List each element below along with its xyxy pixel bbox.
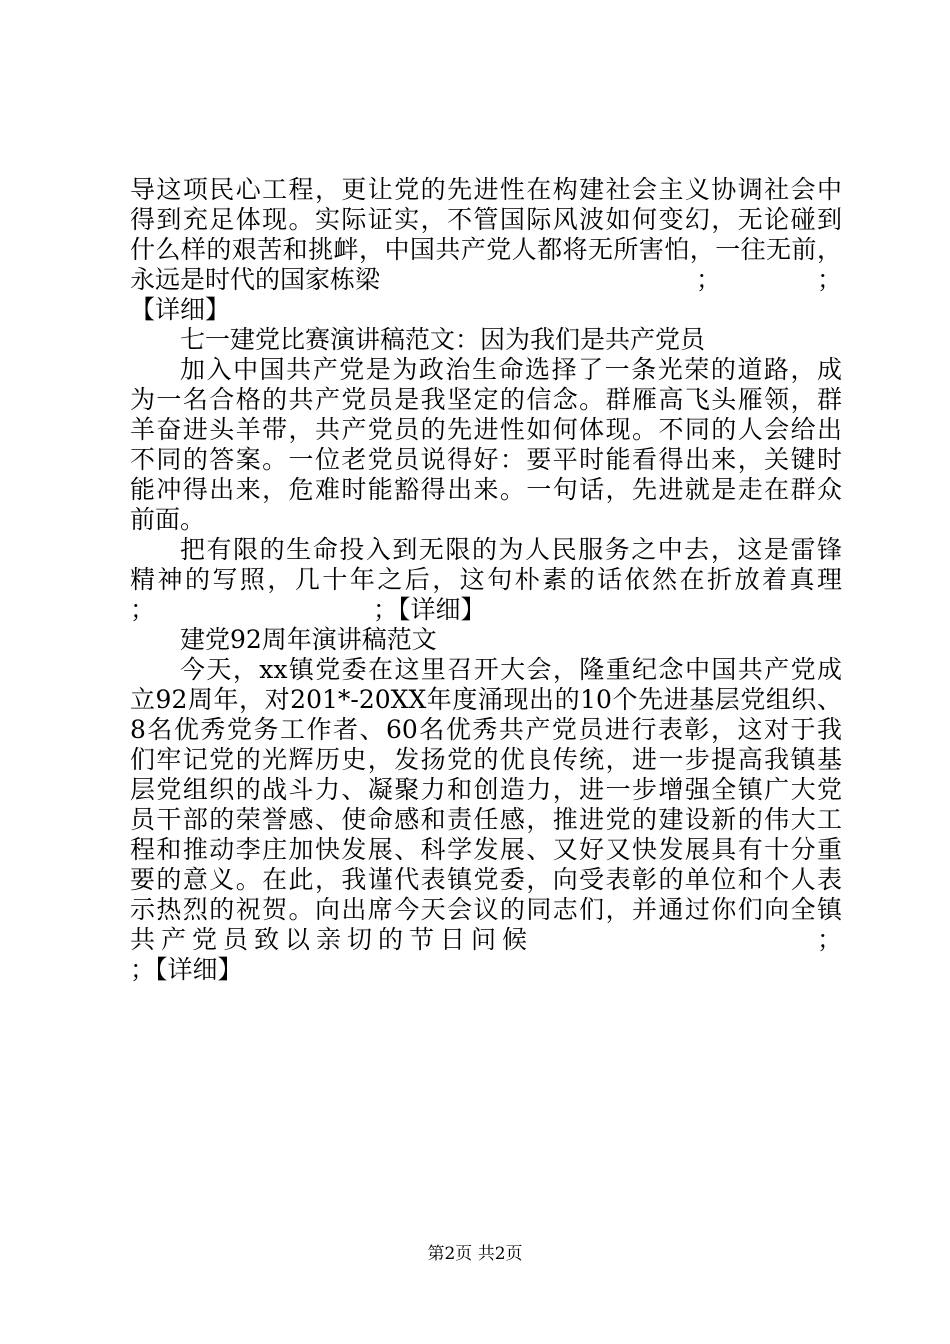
text-line: 导这项民心工程，更让党的先进性在构建社会主义协调社会中 [130, 175, 842, 204]
text-line: 加入中国共产党是为政治生命选择了一条光荣的道路，成 [180, 355, 842, 384]
text-line [130, 265, 842, 295]
text-line: 要的意义。在此，我谨代表镇党委，向受表彰的单位和个人表 [130, 865, 842, 894]
text-line: 精神的写照，几十年之后，这句朴素的话依然在折放着真理 [130, 565, 842, 594]
detail-link[interactable]: 【详细】 [130, 295, 231, 324]
text-line: 能冲得出来，危难时能豁得出来。一句话，先进就是走在群众 [130, 475, 842, 504]
text-line [130, 925, 842, 955]
text-line [130, 595, 842, 625]
semicolon-mark: ； [816, 265, 842, 294]
text-line: 程和推动李庄加快发展、科学发展、又好又快发展具有十分重 [130, 835, 842, 864]
page-number: 第2页 共2页 [427, 1244, 523, 1264]
text-line: 为一名合格的共产党员是我坚定的信念。群雁高飞头雁领，群 [130, 385, 842, 414]
document-body [130, 175, 842, 985]
semicolon-mark: ； [130, 595, 156, 624]
text-line: 把有限的生命投入到无限的为人民服务之中去，这是雷锋 [180, 535, 842, 564]
section-heading: 七一建党比赛演讲稿范文：因为我们是共产党员 [180, 325, 706, 354]
text-line: 今天，xx镇党委在这里召开大会，隆重纪念中国共产党成 [180, 655, 842, 684]
text-line: 立92周年，对201*-20XX年度涌现出的10个先进基层党组织、 [130, 685, 842, 714]
semicolon-mark: ； [695, 265, 721, 294]
detail-link[interactable]: ；【详细】 [130, 955, 243, 984]
text-fragment: 共产党员致以亲切的节日问候 [130, 925, 534, 954]
text-line: 什么样的艰苦和挑衅，中国共产党人都将无所害怕，一往无前， [130, 235, 842, 264]
section-heading: 建党92周年演讲稿范文 [180, 625, 437, 654]
text-line: 得到充足体现。实际证实，不管国际风波如何变幻，无论碰到 [130, 205, 842, 234]
text-line: 员干部的荣誉感、使命感和责任感，推进党的建设新的伟大工 [130, 805, 842, 834]
text-line: 们牢记党的光辉历史，发扬党的优良传统，进一步提高我镇基 [130, 745, 842, 774]
text-line: 8名优秀党务工作者、60名优秀共产党员进行表彰，这对于我 [130, 715, 842, 744]
text-line: 不同的答案。一位老党员说得好：要平时能看得出来，关键时 [130, 445, 842, 474]
semicolon-mark: ； [816, 925, 842, 954]
text-fragment: 永远是时代的国家栋梁 [130, 265, 381, 294]
text-line: 前面。 [130, 505, 206, 534]
detail-link[interactable]: ；【详细】 [372, 595, 486, 624]
text-line: 羊奋进头羊带，共产党员的先进性如何体现。不同的人会给出 [130, 415, 842, 444]
text-line: 示热烈的祝贺。向出席今天会议的同志们，并通过你们向全镇 [130, 895, 842, 924]
text-line: 层党组织的战斗力、凝聚力和创造力，进一步增强全镇广大党 [130, 775, 842, 804]
